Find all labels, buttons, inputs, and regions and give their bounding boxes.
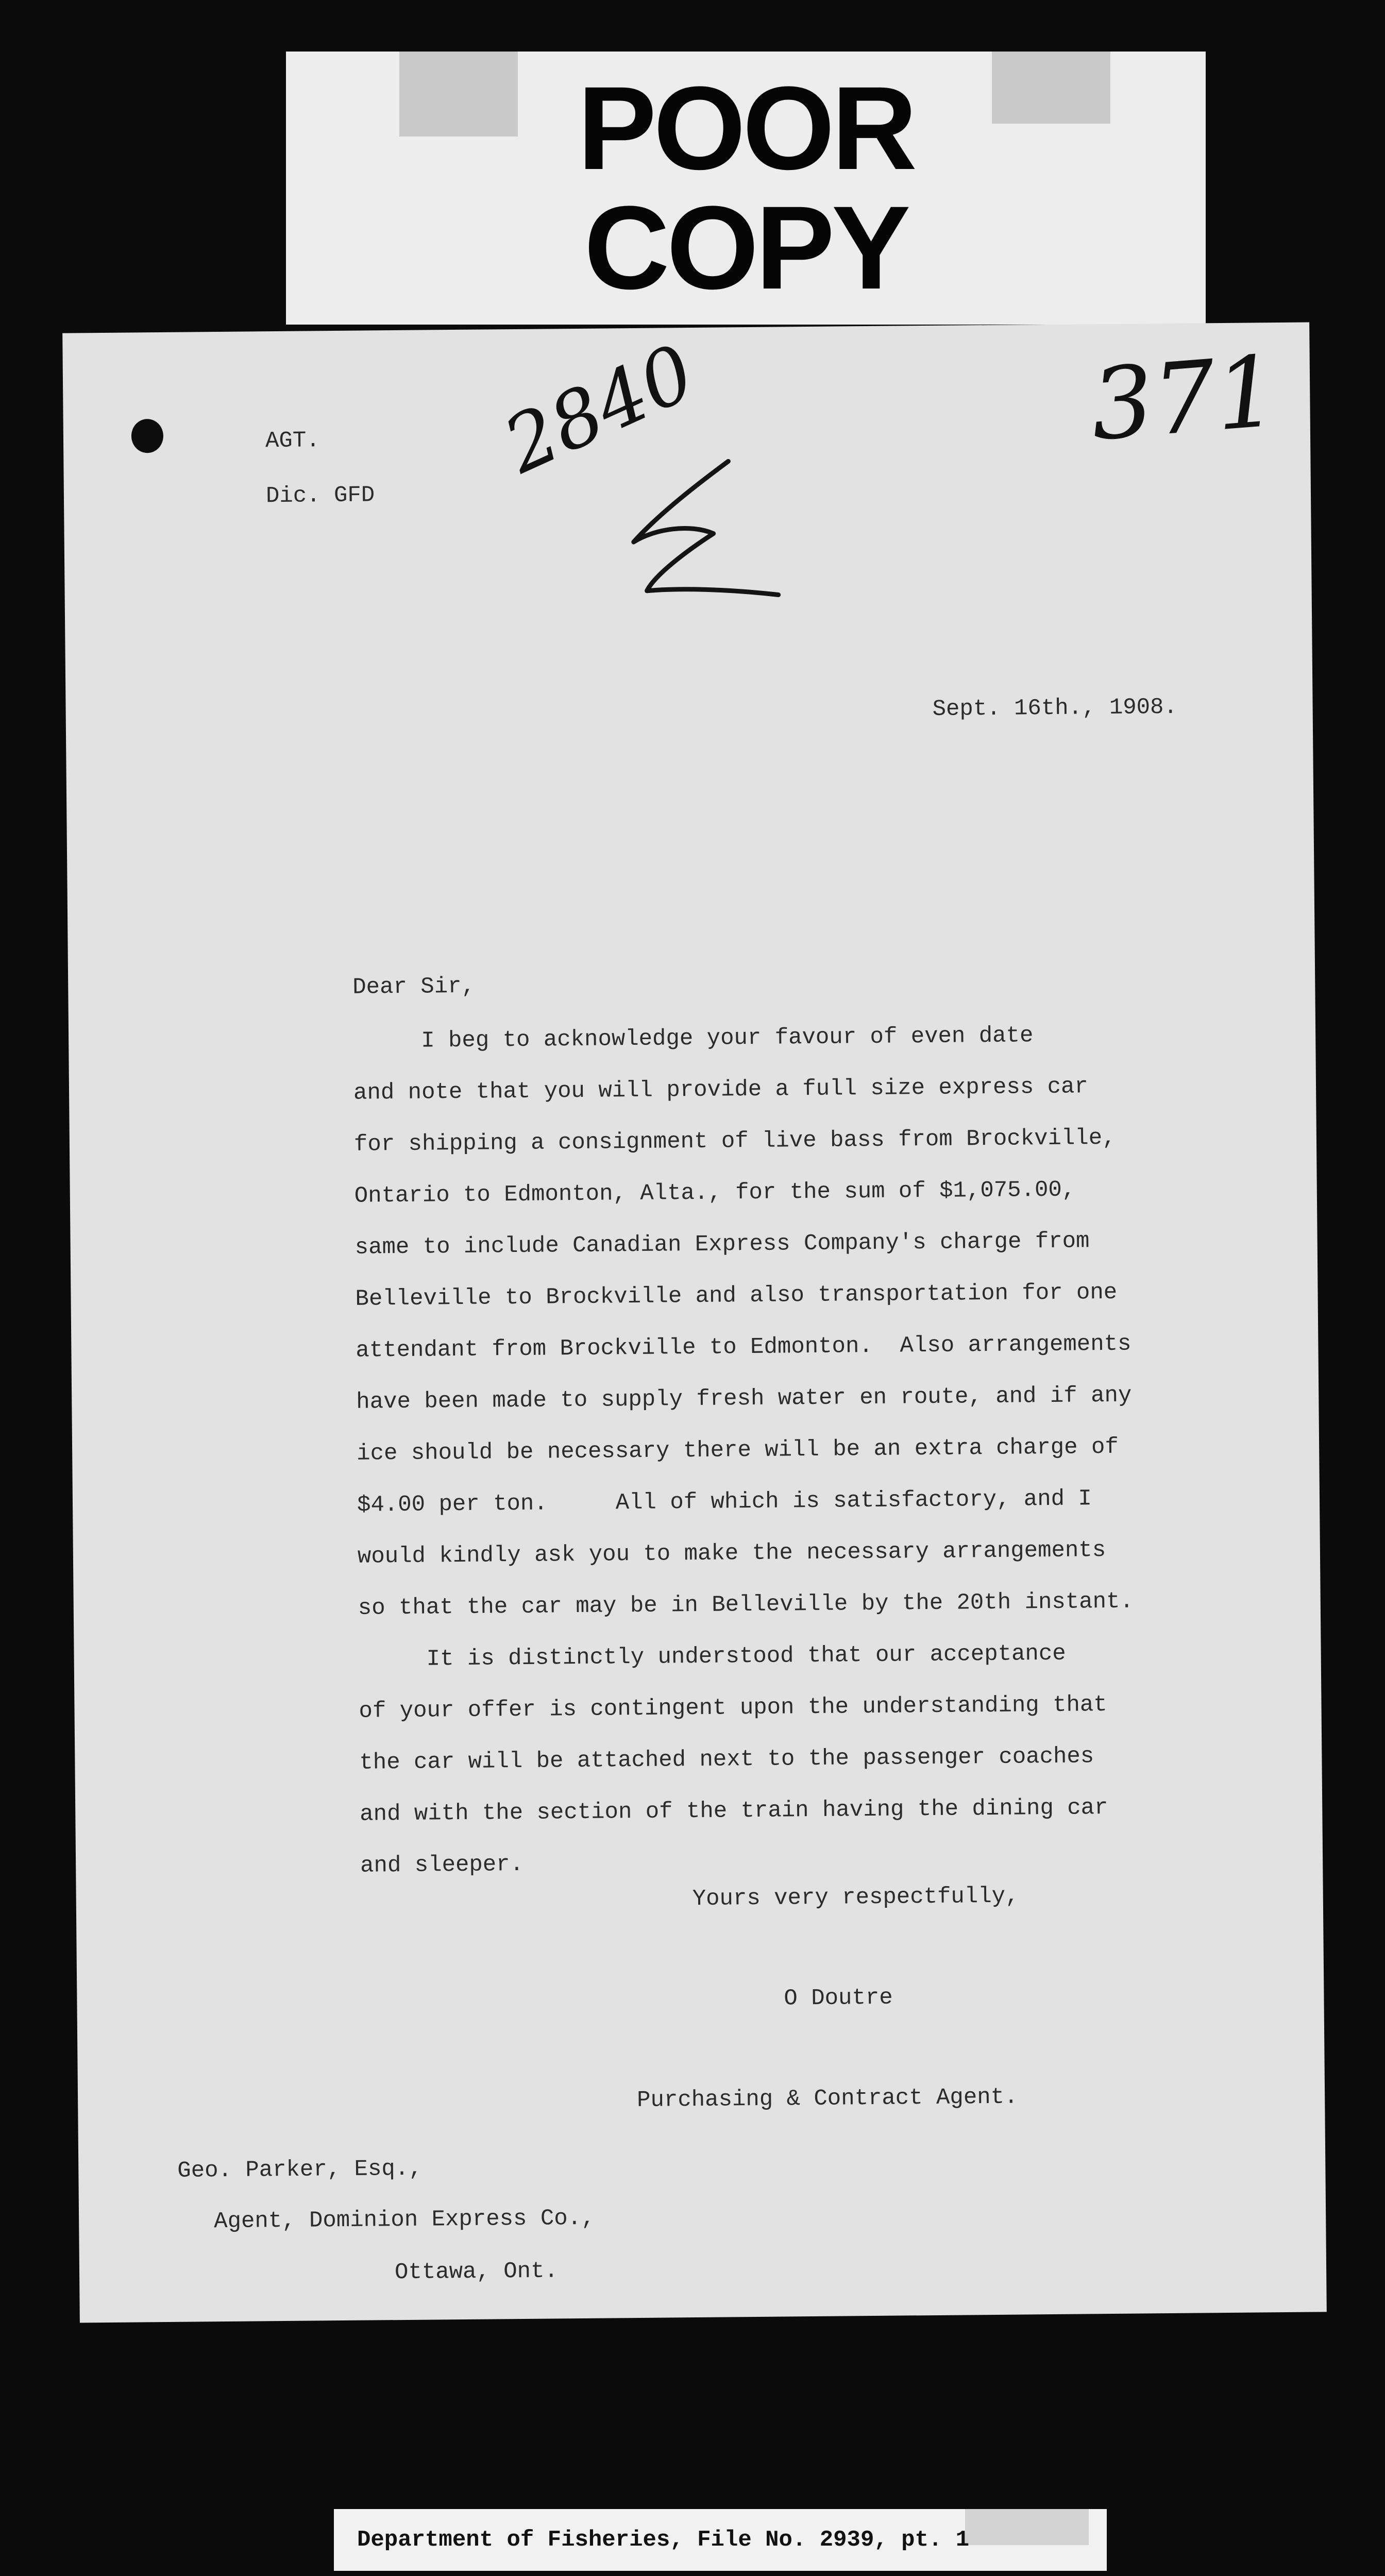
body-line: It is distinctly understood that our acceptance (358, 1640, 1066, 1673)
file-reference-slip (334, 2509, 1107, 2571)
file-reference: Department of Fisheries, File No. 2939, pt. 1 (357, 2527, 970, 2553)
poor-copy-line1: POOR (577, 62, 915, 194)
body-line: attendant from Brockville to Edmonton. Also arrangements (356, 1331, 1131, 1364)
poor-copy-line2: COPY (584, 181, 908, 314)
ref-code: AGT. (265, 428, 320, 454)
body-line: and sleeper. (360, 1851, 524, 1879)
letter-sheet (62, 323, 1327, 2323)
letter-date: Sept. 16th., 1908. (932, 694, 1178, 722)
handwritten-page-number: 371 (1087, 334, 1282, 463)
body-line: and with the section of the train having the dining car (360, 1795, 1108, 1827)
body-line: would kindly ask you to make the necessary arrangements (357, 1537, 1106, 1570)
body-line: have been made to supply fresh water en route, and if any (356, 1382, 1132, 1415)
body-line: for shipping a consignment of live bass from Brockville, (353, 1125, 1116, 1158)
body-line: the car will be attached next to the passenger coaches (359, 1743, 1094, 1776)
body-line: I beg to acknowledge your favour of even date (352, 1023, 1034, 1055)
body-line: so that the car may be in Belleville by the 20th instant. (358, 1588, 1134, 1621)
signer-name: O Doutre (784, 1985, 893, 2012)
salutation: Dear Sir, (352, 973, 476, 1001)
body-line: Ontario to Edmonton, Alta., for the sum of $1,075.00, (354, 1177, 1076, 1209)
body-line: $4.00 per ton. All of which is satisfactory, and I (357, 1486, 1092, 1518)
punch-hole (131, 419, 164, 453)
closing: Yours very respectfully, (692, 1883, 1019, 1912)
poor-copy-banner (286, 52, 1206, 325)
tape-strip (399, 52, 518, 137)
body-line: Belleville to Brockville and also transportation for one (355, 1279, 1118, 1312)
signer-title: Purchasing & Contract Agent. (636, 2084, 1018, 2114)
body-line: ice should be necessary there will be an extra charge of (356, 1434, 1119, 1467)
address-line: Agent, Dominion Express Co., (213, 2205, 595, 2235)
handwritten-number: 2840 (491, 328, 708, 491)
tape-strip (992, 52, 1110, 124)
handwritten-mark-icon (622, 450, 794, 606)
dic-code: Dic. GFD (265, 482, 375, 510)
body-line: and note that you will provide a full size express car (353, 1074, 1089, 1106)
body-line: of your offer is contingent upon the understanding that (359, 1692, 1107, 1724)
address-line: Ottawa, Ont. (394, 2258, 559, 2286)
body-line: same to include Canadian Express Company's charge from (354, 1228, 1090, 1261)
tape-strip (965, 2509, 1089, 2545)
address-line: Geo. Parker, Esq., (177, 2156, 423, 2184)
